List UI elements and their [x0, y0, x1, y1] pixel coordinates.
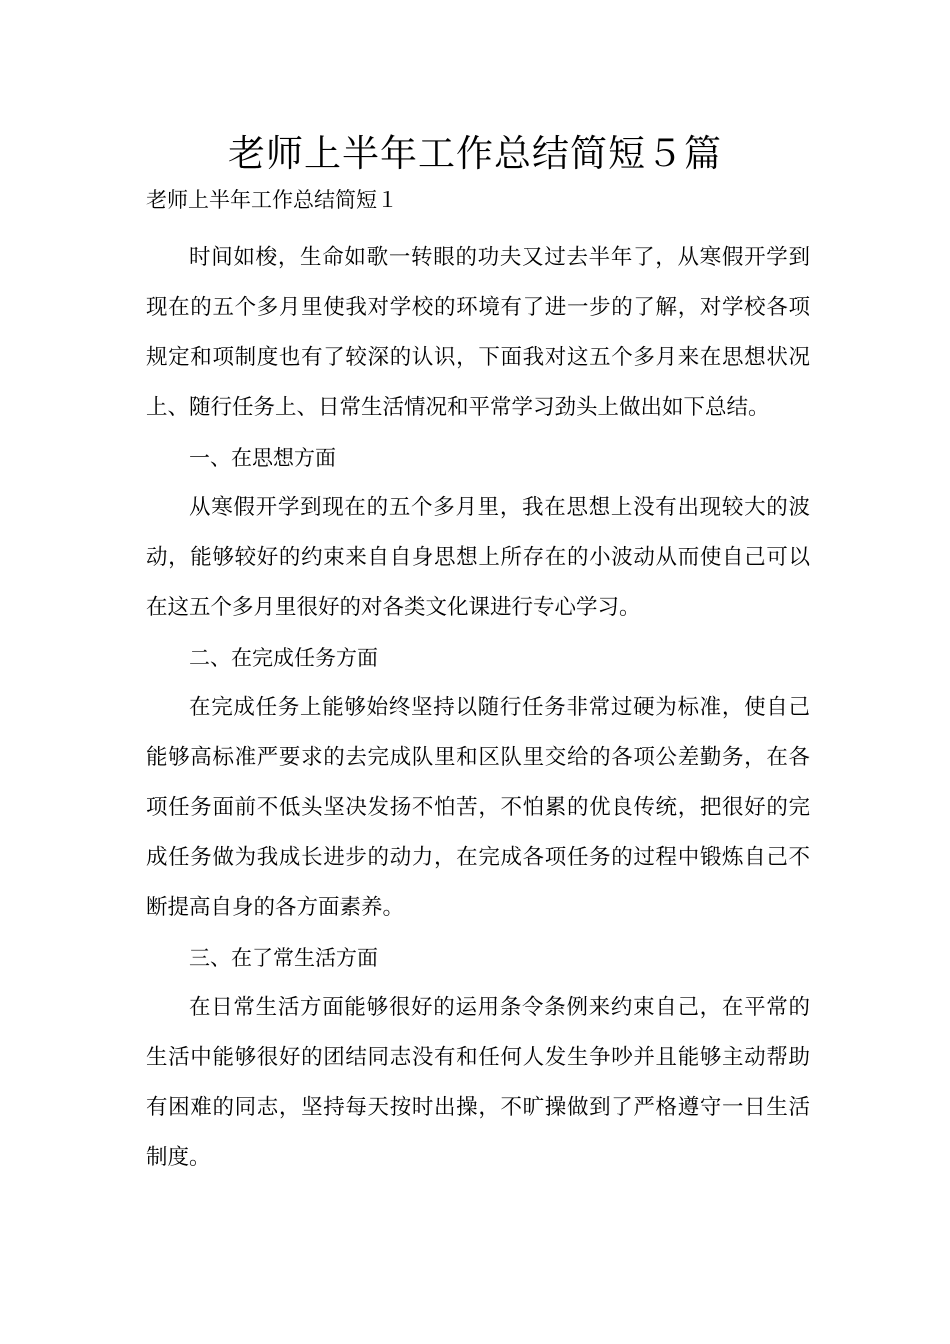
paragraph-thought: 从寒假开学到现在的五个多月里，我在思想上没有出现较大的波动，能够较好的约束来自自身思想上所存在的小波动从而使自己可以在这五个多月里很好的对各类文化课进行专心学习。: [146, 495, 810, 620]
paragraph-intro: 时间如梭，生命如歌一转眼的功夫又过去半年了，从寒假开学到现在的五个多月里使我对学校的环境有了进一步的了解，对学校各项规定和项制度也有了较深的认识，下面我对这五个多月来在思想状况上、随行任务上、日常生活情况和平常学习劲头上做出如下总结。: [146, 245, 810, 420]
heading-daily-life: 三、在了常生活方面: [189, 946, 378, 970]
paragraph-daily-life: 在日常生活方面能够很好的运用条令条例来约束自己，在平常的生活中能够很好的团结同志没有和任何人发生争吵并且能够主动帮助有困难的同志，坚持每天按时出操，不旷操做到了严格遵守一日生活制度。: [146, 995, 810, 1170]
document-body: [146, 183, 810, 1183]
heading-tasks: 二、在完成任务方面: [189, 646, 378, 670]
paragraph-tasks: 在完成任务上能够始终坚持以随行任务非常过硬为标准，使自己能够高标准严要求的去完成队里和区队里交给的各项公差勤务，在各项任务面前不低头坚决发扬不怕苦，不怕累的优良传统，把很好的完成任务做为我成长进步的动力，在完成各项任务的过程中锻炼自己不断提高自身的各方面素养。: [146, 695, 810, 920]
document-title: 老师上半年工作总结简短５篇: [228, 132, 722, 175]
heading-thought: 一、在思想方面: [189, 446, 336, 470]
section-subtitle: 老师上半年工作总结简短１: [146, 188, 398, 212]
